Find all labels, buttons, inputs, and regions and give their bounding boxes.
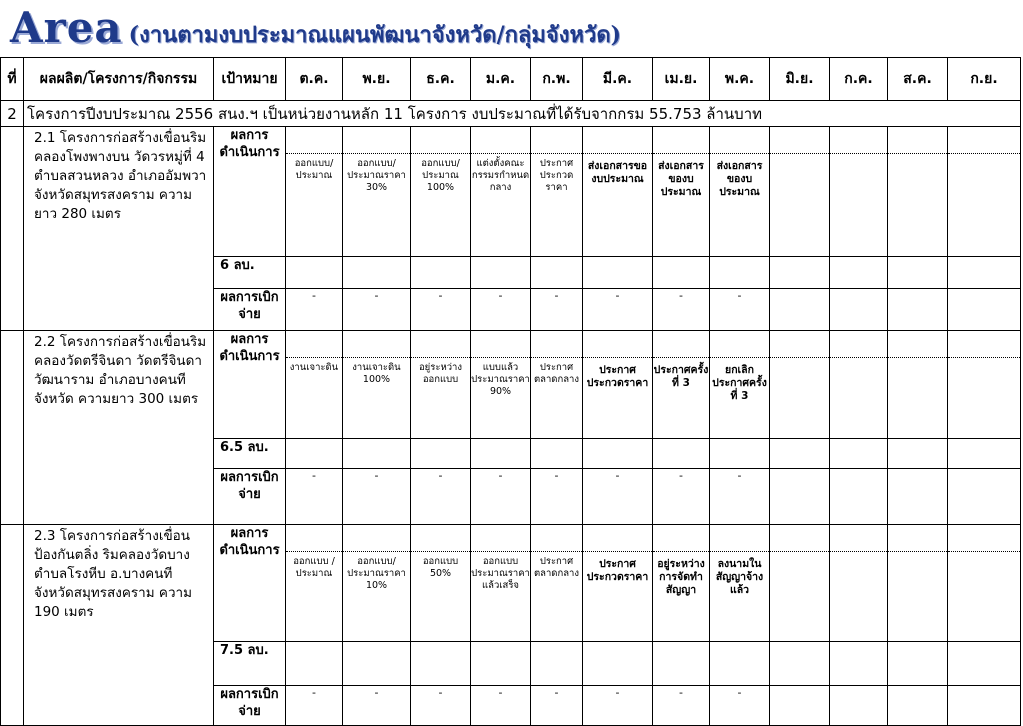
disburse-cell: -	[411, 469, 471, 525]
disburse-cell	[948, 289, 1021, 331]
month-budget-cell	[583, 439, 653, 469]
disburse-cell: -	[710, 289, 770, 331]
month-budget-cell	[710, 257, 770, 289]
disburse-label: ผลการเบิกจ่าย	[214, 289, 286, 331]
col-product: ผลผลิต/โครงการ/กิจกรรม	[24, 58, 214, 101]
result-label: ผลการดำเนินการ	[214, 331, 286, 439]
project-result-row	[1, 127, 1021, 257]
month-budget-cell	[948, 439, 1021, 469]
month-result-cell	[710, 525, 770, 642]
month-budget-cell	[531, 257, 583, 289]
disburse-cell: -	[343, 469, 411, 525]
disburse-cell: -	[411, 686, 471, 726]
month-result-cell	[343, 331, 411, 439]
result-text: ลงนามในสัญญาจ้างแล้ว	[715, 558, 764, 596]
disburse-cell: -	[343, 289, 411, 331]
month-result-cell	[471, 525, 531, 642]
col-month: มิ.ย.	[770, 58, 830, 101]
summary-row	[1, 101, 1021, 127]
month-result-cell	[583, 127, 653, 257]
col-month: ก.ค.	[830, 58, 888, 101]
month-result-cell	[531, 127, 583, 257]
month-result-cell	[653, 331, 710, 439]
month-budget-cell	[770, 257, 830, 289]
month-budget-cell	[286, 439, 343, 469]
result-text: อยู่ระหว่างออกแบบ	[418, 362, 463, 385]
month-budget-cell	[471, 642, 531, 686]
disburse-cell	[888, 469, 948, 525]
month-result-cell	[343, 127, 411, 257]
month-budget-cell	[531, 439, 583, 469]
month-budget-cell	[948, 642, 1021, 686]
result-text: ออกแบบประมาณราคาแล้วเสร็จ	[471, 556, 530, 591]
month-budget-cell	[343, 642, 411, 686]
result-text: ออกแบบ/ประมาณราคา 30%	[347, 158, 406, 193]
result-text: ออกแบบ/ประมาณราคา 10%	[347, 556, 406, 591]
result-text: ส่งเอกสารของบประมาณ	[716, 160, 763, 198]
result-text: ประกาศตลาดกลาง	[533, 362, 580, 385]
month-result-cell	[770, 525, 830, 642]
result-label: ผลการดำเนินการ	[214, 525, 286, 642]
month-result-cell	[583, 525, 653, 642]
col-month: ต.ค.	[286, 58, 343, 101]
month-result-cell	[948, 127, 1021, 257]
disburse-cell	[948, 469, 1021, 525]
month-budget-cell	[710, 642, 770, 686]
result-label: ผลการดำเนินการ	[214, 127, 286, 257]
page-title	[10, 2, 621, 54]
month-result-cell	[710, 331, 770, 439]
month-result-cell	[531, 331, 583, 439]
month-budget-cell	[583, 257, 653, 289]
disburse-label: ผลการเบิกจ่าย	[214, 686, 286, 726]
project-result-row	[1, 331, 1021, 439]
col-month: ก.พ.	[531, 58, 583, 101]
disburse-cell: -	[583, 686, 653, 726]
result-text: ส่งเอกสารของบประมาณ	[658, 160, 704, 198]
disburse-cell: -	[471, 289, 531, 331]
result-text: ยกเลิกประกาศครั้งที่ 3	[712, 364, 767, 402]
month-budget-cell	[770, 439, 830, 469]
month-result-cell	[770, 331, 830, 439]
month-budget-cell	[888, 257, 948, 289]
project-result-row	[1, 525, 1021, 642]
project-name: 2.1 โครงการก่อสร้างเขื่อนริมคลองโพงพางบน วัดวรหมู่ที่ 4 ตำบลสวนหลวง อำเภออัมพวา จังหวัดสมุทรสงคราม ความยาว 280 เมตร	[24, 127, 214, 331]
month-budget-cell	[653, 642, 710, 686]
disburse-cell: -	[531, 469, 583, 525]
month-budget-cell	[411, 642, 471, 686]
month-budget-cell	[411, 439, 471, 469]
summary-text: โครงการปีงบประมาณ 2556 สนง.ฯ เป็นหน่วยงานหลัก 11 โครงการ งบประมาณที่ได้รับจากกรม 55.753 ล้านบาท	[24, 101, 1021, 127]
month-budget-cell	[888, 642, 948, 686]
disburse-cell: -	[653, 686, 710, 726]
month-result-cell	[770, 127, 830, 257]
month-budget-cell	[948, 257, 1021, 289]
month-budget-cell	[343, 439, 411, 469]
month-result-cell	[830, 525, 888, 642]
month-result-cell	[830, 127, 888, 257]
month-result-cell	[411, 331, 471, 439]
disburse-cell: -	[583, 289, 653, 331]
month-result-cell	[830, 331, 888, 439]
disburse-cell: -	[653, 469, 710, 525]
month-budget-cell	[531, 642, 583, 686]
disburse-cell: -	[471, 469, 531, 525]
disburse-cell: -	[471, 686, 531, 726]
col-month: ส.ค.	[888, 58, 948, 101]
col-target: เป้าหมาย	[214, 58, 286, 101]
disburse-cell: -	[710, 469, 770, 525]
month-budget-cell	[471, 439, 531, 469]
disburse-cell: -	[343, 686, 411, 726]
result-text: งานเจาะดิน	[289, 362, 339, 373]
month-result-cell	[411, 127, 471, 257]
month-result-cell	[286, 331, 343, 439]
project-name: 2.2 โครงการก่อสร้างเขื่อนริมคลองวัดตรีจินดา วัดตรีจินดาวัฒนาราม อำเภอบางคนที จังหวัด ความยาว 300 เมตร	[24, 331, 214, 525]
result-text: ประกาศครั้งที่ 3	[653, 364, 709, 389]
disburse-cell: -	[653, 289, 710, 331]
month-budget-cell	[411, 257, 471, 289]
month-budget-cell	[286, 642, 343, 686]
month-result-cell	[286, 525, 343, 642]
title-sub: (งานตามงบประมาณแผนพัฒนาจังหวัด/กลุ่มจังหวัด)	[128, 22, 622, 48]
month-result-cell	[411, 525, 471, 642]
month-result-cell	[948, 525, 1021, 642]
budget-value: 7.5 ลบ.	[214, 642, 286, 686]
header-row	[1, 58, 1021, 101]
col-month: มี.ค.	[583, 58, 653, 101]
disburse-cell: -	[583, 469, 653, 525]
result-text: ออกแบบ 50%	[422, 556, 459, 579]
disburse-label: ผลการเบิกจ่าย	[214, 469, 286, 525]
disburse-cell	[770, 289, 830, 331]
month-budget-cell	[653, 257, 710, 289]
disburse-cell	[888, 289, 948, 331]
result-text: ออกแบบ/ประมาณ	[294, 158, 334, 181]
month-budget-cell	[583, 642, 653, 686]
month-result-cell	[710, 127, 770, 257]
month-result-cell	[653, 525, 710, 642]
disburse-cell	[830, 469, 888, 525]
month-result-cell	[286, 127, 343, 257]
col-month: ม.ค.	[471, 58, 531, 101]
month-result-cell	[948, 331, 1021, 439]
disburse-cell: -	[531, 686, 583, 726]
project-no-cell	[1, 331, 24, 525]
month-result-cell	[471, 331, 531, 439]
disburse-cell: -	[286, 469, 343, 525]
plan-table	[0, 57, 1021, 726]
col-month: ก.ย.	[948, 58, 1021, 101]
month-result-cell	[888, 525, 948, 642]
result-text: ส่งเอกสารของบประมาณ	[587, 160, 648, 185]
result-text: ประกาศประกวดราคา	[539, 158, 574, 193]
result-text: ออกแบบ /ประมาณ	[293, 556, 335, 579]
result-text: ประกาศประกวดราคา	[586, 558, 649, 583]
month-result-cell	[531, 525, 583, 642]
result-text: แบบแล้ว ประมาณราคา 90%	[471, 362, 530, 397]
title-main: Area	[10, 3, 123, 52]
month-budget-cell	[343, 257, 411, 289]
disburse-cell	[770, 686, 830, 726]
disburse-cell: -	[286, 289, 343, 331]
result-text: ประกาศตลาดกลาง	[533, 556, 580, 579]
disburse-cell: -	[286, 686, 343, 726]
result-text: งานเจาะดิน 100%	[352, 362, 401, 385]
month-budget-cell	[830, 642, 888, 686]
disburse-cell	[830, 686, 888, 726]
result-text: แต่งตั้งคณะกรรมรกำหนดกลาง	[471, 158, 530, 193]
month-budget-cell	[471, 257, 531, 289]
month-result-cell	[888, 331, 948, 439]
disburse-cell	[770, 469, 830, 525]
disburse-cell: -	[411, 289, 471, 331]
result-text: ออกแบบ/ประมาณ 100%	[421, 158, 460, 193]
disburse-cell: -	[710, 686, 770, 726]
month-result-cell	[888, 127, 948, 257]
month-budget-cell	[770, 642, 830, 686]
disburse-cell	[888, 686, 948, 726]
month-budget-cell	[653, 439, 710, 469]
col-month: เม.ย.	[653, 58, 710, 101]
col-month: ธ.ค.	[411, 58, 471, 101]
month-result-cell	[653, 127, 710, 257]
result-text: ประกาศประกวดราคา	[586, 364, 649, 389]
result-text: อยู่ระหว่างการจัดทำสัญญา	[657, 558, 705, 596]
project-no-cell	[1, 525, 24, 726]
budget-value: 6.5 ลบ.	[214, 439, 286, 469]
month-budget-cell	[286, 257, 343, 289]
month-budget-cell	[830, 257, 888, 289]
month-result-cell	[583, 331, 653, 439]
disburse-cell: -	[531, 289, 583, 331]
disburse-cell	[948, 686, 1021, 726]
project-name: 2.3 โครงการก่อสร้างเขื่อนป้องกันตลิ่ง ริมคลองวัดบางตำบลโรงหีบ อ.บางคนที จังหวัดสมุทรสงคราม ความ 190 เมตร	[24, 525, 214, 726]
month-result-cell	[471, 127, 531, 257]
budget-value: 6 ลบ.	[214, 257, 286, 289]
disburse-cell	[830, 289, 888, 331]
col-no: ที่	[1, 58, 24, 101]
month-budget-cell	[830, 439, 888, 469]
month-budget-cell	[888, 439, 948, 469]
project-no-cell	[1, 127, 24, 331]
col-month: พ.ย.	[343, 58, 411, 101]
col-month: พ.ค.	[710, 58, 770, 101]
month-result-cell	[343, 525, 411, 642]
month-budget-cell	[710, 439, 770, 469]
summary-no: 2	[1, 101, 24, 127]
